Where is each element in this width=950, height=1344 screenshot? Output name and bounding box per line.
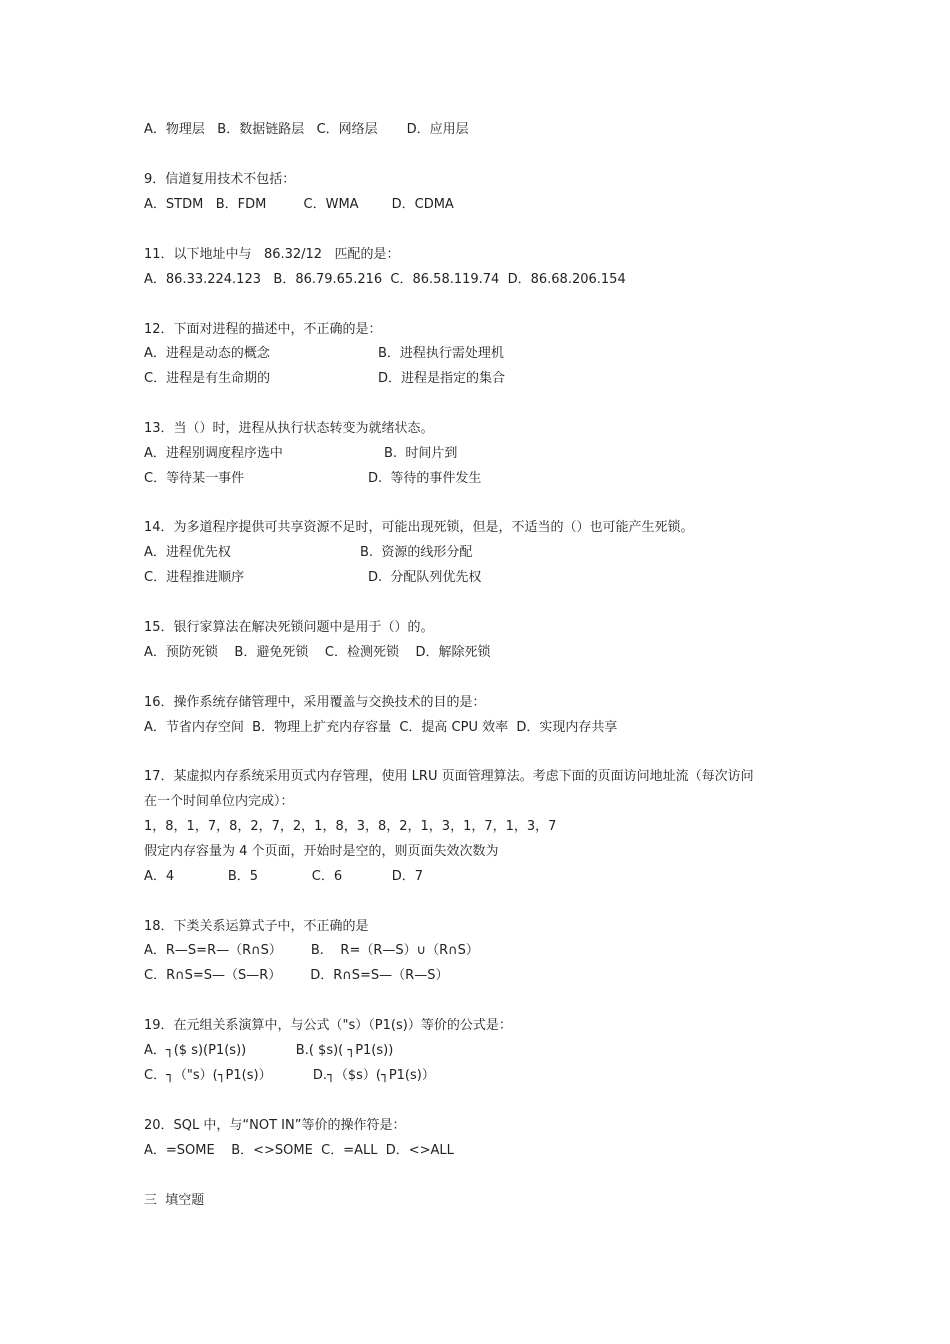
q14-option-d: D. 分配队列优先权 xyxy=(368,570,482,585)
q13-option-d: D. 等待的事件发生 xyxy=(368,471,482,486)
q20-question: 20．SQL 中，与“NOT IN”等价的操作符是： xyxy=(144,1118,406,1133)
q14-option-c: C．进程推进顺序 xyxy=(144,570,245,585)
q14-option-a: A．进程优先权 xyxy=(144,545,231,560)
q17-question-line4: 假定内存容量为 4 个页面，开始时是空的，则页面失效次数为 xyxy=(144,844,499,859)
q11-options: A．86.33.224.123 B．86.79.65.216 C．86.58.119.74 D．86.68.206.154 xyxy=(144,272,626,287)
q16-question: 16．操作系统存储管理中，采用覆盖与交换技术的目的是： xyxy=(144,695,486,710)
q16-options: A．节省内存空间 B．物理上扩充内存容量 C．提高 CPU 效率 D．实现内存共享 xyxy=(144,720,618,735)
q19-options-cd: C．┐（"s）(┐P1(s)） D.┐（$s）(┐P1(s)） xyxy=(144,1068,435,1083)
q13-option-c: C．等待某一事件 xyxy=(144,471,245,486)
q18-question: 18．下类关系运算式子中，不正确的是 xyxy=(144,919,369,934)
q9-question: 9．信道复用技术不包括： xyxy=(144,172,296,187)
q13-option-a: A．进程别调度程序选中 xyxy=(144,446,283,461)
q20-options: A．=SOME B．<>SOME C．=ALL D．<>ALL xyxy=(144,1143,454,1158)
section-heading: 三 填空题 xyxy=(144,1193,205,1208)
q19-question: 19．在元组关系演算中，与公式（"s）（P1(s)）等价的公式是： xyxy=(144,1018,512,1033)
q8-options: A．物理层 B．数据链路层 C．网络层 D．应用层 xyxy=(144,122,469,137)
q17-options: A．4 B．5 C．6 D．7 xyxy=(144,869,424,884)
q17-question-line2: 在一个时间单位内完成）： xyxy=(144,794,294,809)
q13-option-b: B. 时间片到 xyxy=(384,446,458,461)
q11-question: 11．以下地址中与 86.32/12 匹配的是： xyxy=(144,247,400,262)
q17-page-sequence: 1，8，1，7，8，2，7，2，1，8，3，8，2，1，3，1，7，1，3，7 xyxy=(144,819,557,834)
q18-options-cd: C．R∩S=S—（S—R） D．R∩S=S—（R—S） xyxy=(144,968,449,983)
q18-options-ab: A．R—S=R—（R∩S） B. R=（R—S）∪（R∩S） xyxy=(144,943,479,958)
q13-question: 13．当（）时，进程从执行状态转变为就绪状态。 xyxy=(144,421,434,436)
q12-option-d: D．进程是指定的集合 xyxy=(378,371,506,386)
q17-question-line1: 17．某虚拟内存系统采用页式内存管理，使用 LRU 页面管理算法。考虑下面的页面访问地址流（每次访问 xyxy=(144,769,754,784)
q9-options: A．STDM B．FDM C．WMA D．CDMA xyxy=(144,197,454,212)
q14-option-b: B. 资源的线形分配 xyxy=(360,545,473,560)
q19-options-ab: A．┐($ s)(P1(s)) B.( $s)( ┐P1(s)) xyxy=(144,1043,394,1058)
q12-option-c: C．进程是有生命期的 xyxy=(144,371,271,386)
q15-options: A．预防死锁 B．避免死锁 C．检测死锁 D．解除死锁 xyxy=(144,645,491,660)
q14-question: 14．为多道程序提供可共享资源不足时，可能出现死锁，但是，不适当的（）也可能产生死锁。 xyxy=(144,520,694,535)
q12-question: 12．下面对进程的描述中，不正确的是： xyxy=(144,322,382,337)
q12-option-a: A．进程是动态的概念 xyxy=(144,346,270,361)
q12-option-b: B．进程执行需处理机 xyxy=(378,346,504,361)
q15-question: 15．银行家算法在解决死锁问题中是用于（）的。 xyxy=(144,620,434,635)
